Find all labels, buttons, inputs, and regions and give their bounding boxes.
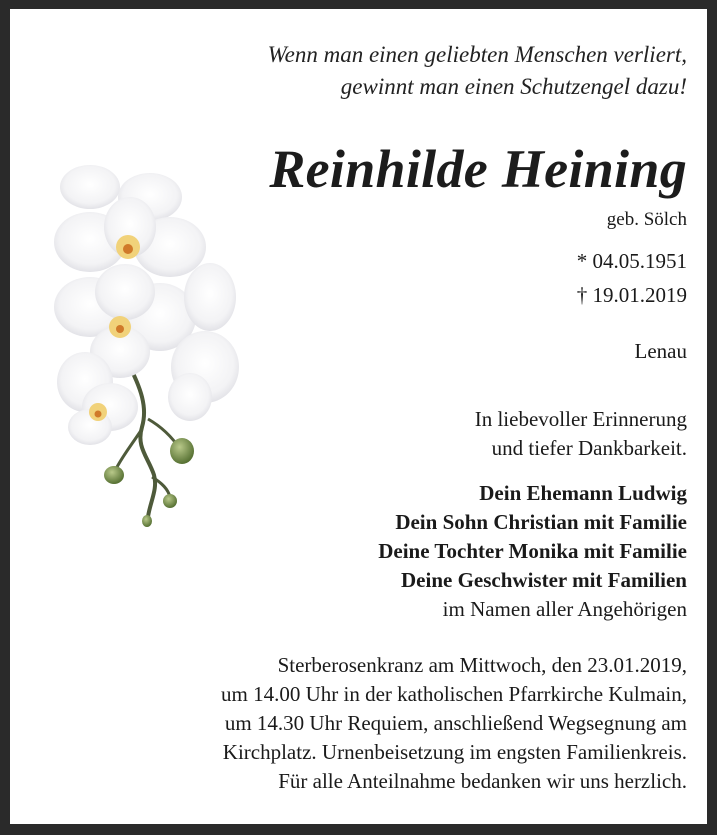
service-line: Für alle Anteilnahme bedanken wir uns herzlich. xyxy=(278,769,687,793)
family-closing: im Namen aller Angehörigen xyxy=(442,597,687,621)
service-line: Sterberosenkranz am Mittwoch, den 23.01.2019, xyxy=(277,653,687,677)
death-date: † 19.01.2019 xyxy=(576,283,687,307)
birth-name: geb. Sölch xyxy=(606,209,687,230)
family-member: Deine Geschwister mit Familien xyxy=(401,568,687,592)
family-member: Deine Tochter Monika mit Familie xyxy=(378,539,687,563)
service-line: um 14.00 Uhr in der katholischen Pfarrkirche Kulmain, xyxy=(221,682,687,706)
memory-line: In liebevoller Erinnerung xyxy=(474,407,687,431)
orchid-icon xyxy=(30,157,250,537)
family-member: Dein Ehemann Ludwig xyxy=(479,481,687,505)
obituary-card xyxy=(10,9,707,824)
place: Lenau xyxy=(634,339,687,363)
service-line: Kirchplatz. Urnenbeisetzung im engsten Familienkreis. xyxy=(222,740,687,764)
motto-line: gewinnt man einen Schutzengel dazu! xyxy=(340,74,687,99)
motto-line: Wenn man einen geliebten Menschen verliert, xyxy=(267,42,687,67)
birth-date: * 04.05.1951 xyxy=(576,249,687,273)
memory-text xyxy=(475,405,687,463)
deceased-name: Reinhilde Heining xyxy=(269,139,687,199)
motto xyxy=(268,39,687,103)
family-list xyxy=(378,479,687,624)
service-info xyxy=(221,651,687,796)
memory-line: und tiefer Dankbarkeit. xyxy=(491,436,687,460)
service-line: um 14.30 Uhr Requiem, anschließend Wegsegnung am xyxy=(224,711,687,735)
family-member: Dein Sohn Christian mit Familie xyxy=(395,510,687,534)
